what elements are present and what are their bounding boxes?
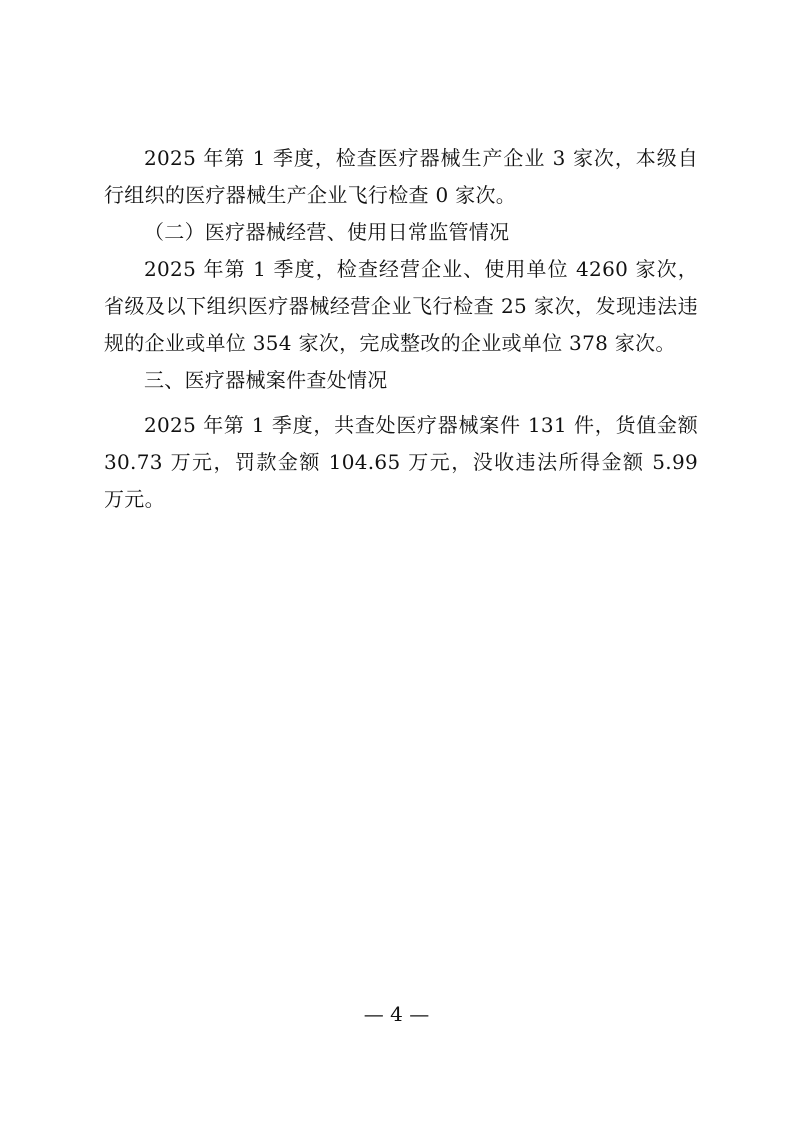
document-body	[104, 140, 698, 518]
section-heading-case-handling: 三、医疗器械案件查处情况	[144, 368, 388, 392]
paragraph-production-inspection: 2025 年第 1 季度，检查医疗器械生产企业 3 家次，本级自行组织的医疗器械生产企业飞行检查 0 家次。	[104, 146, 698, 207]
page-number: — 4 —	[363, 1002, 430, 1026]
section-heading-operation-supervision: （二）医疗器械经营、使用日常监管情况	[144, 220, 510, 244]
paragraph-case-handling: 2025 年第 1 季度，共查处医疗器械案件 131 件，货值金额 30.73 万元，罚款金额 104.65 万元，没收违法所得金额 5.99 万元。	[104, 413, 698, 511]
paragraph-operation-inspection: 2025 年第 1 季度，检查经营企业、使用单位 4260 家次，省级及以下组织医疗器械经营企业飞行检查 25 家次，发现违法违规的企业或单位 354 家次，完成整改的企业或单位 378 家次。	[104, 257, 698, 355]
